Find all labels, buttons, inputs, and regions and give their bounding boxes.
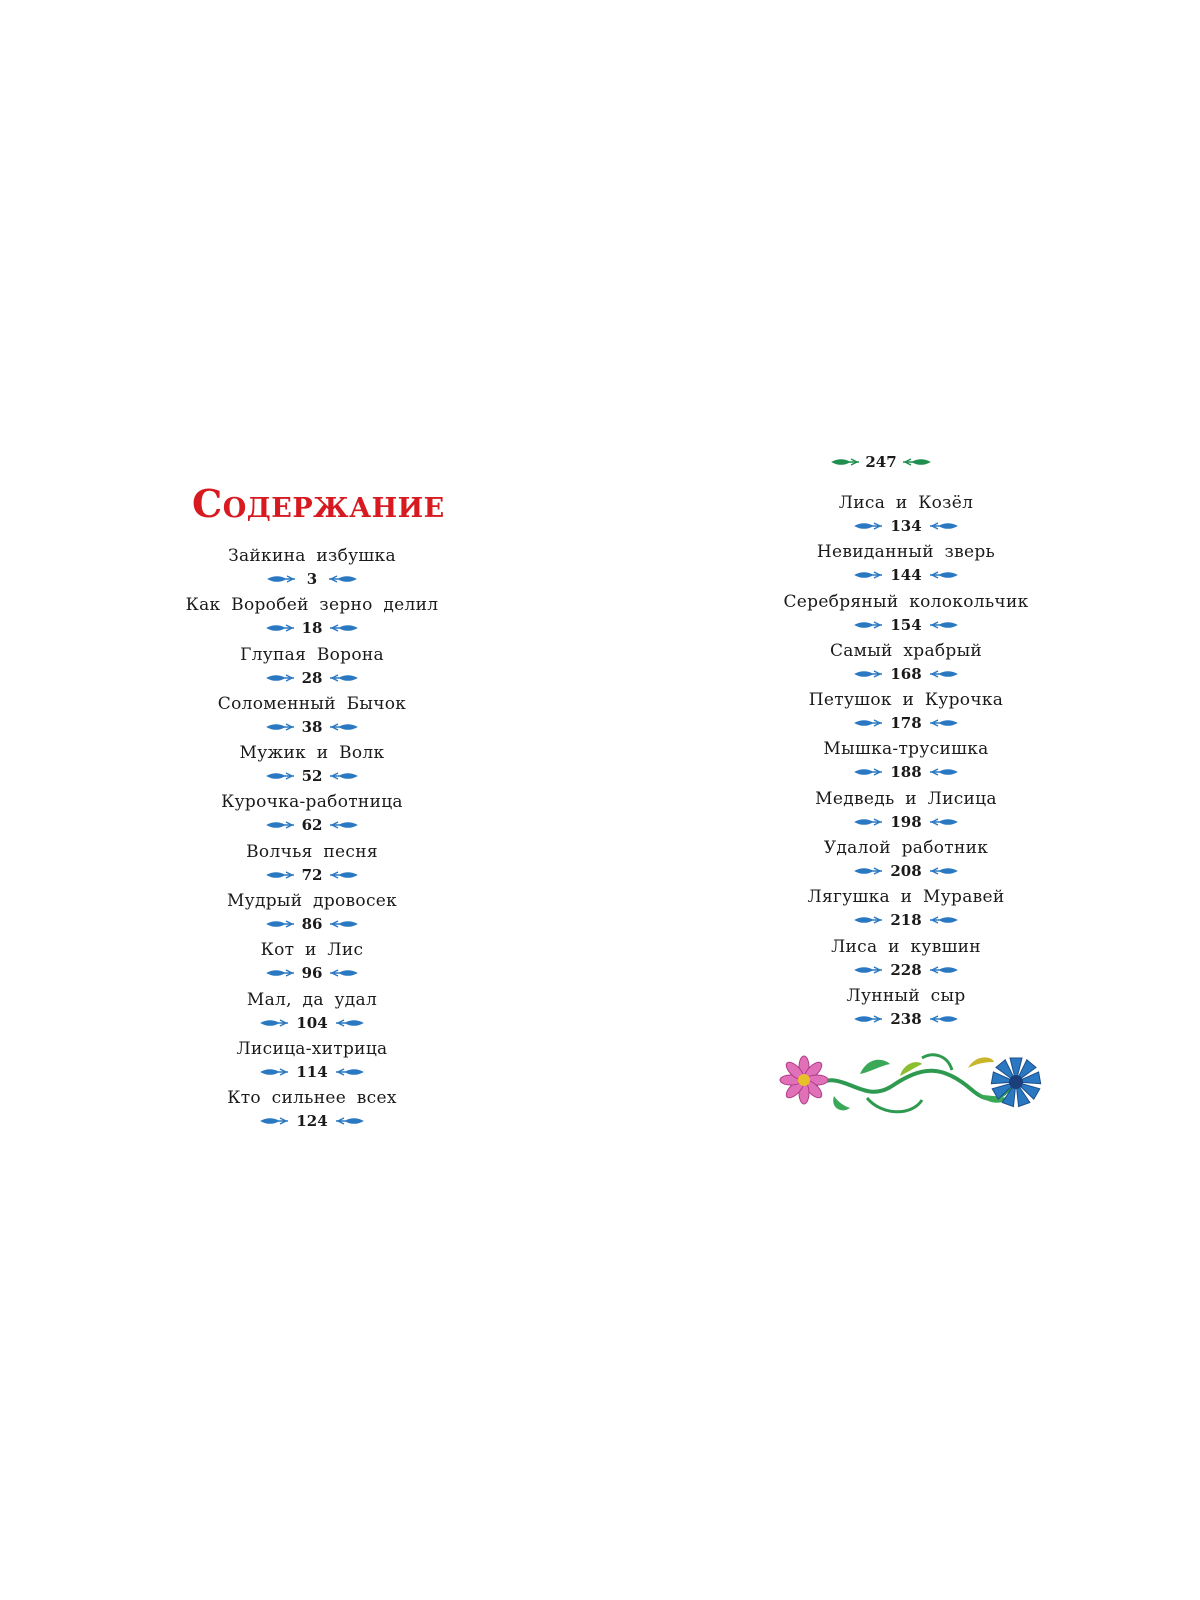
- left-ornament-icon: [854, 915, 884, 925]
- toc-entry-page-number: 38: [301, 717, 323, 736]
- toc-entry-title: Кто сильнее всех: [227, 1088, 397, 1109]
- toc-entry-page-number: 208: [890, 862, 922, 881]
- right-ornament-icon: [928, 620, 958, 630]
- toc-entry-title: Мужик и Волк: [239, 743, 385, 764]
- toc-left-column: [162, 545, 462, 1137]
- toc-entry-page-number: 228: [890, 960, 922, 979]
- right-ornament-icon: [928, 718, 958, 728]
- right-ornament-icon: [928, 669, 958, 679]
- left-ornament-icon: [267, 574, 297, 584]
- left-ornament-icon: [266, 722, 296, 732]
- left-ornament-icon: [854, 521, 884, 531]
- toc-entry-title: Мудрый дровосек: [226, 891, 398, 912]
- toc-entry: [756, 788, 1056, 837]
- right-ornament-icon: [928, 915, 958, 925]
- toc-entry-title: Как Воробей зерно делил: [185, 595, 439, 616]
- toc-entry-page-row: [162, 715, 462, 739]
- page-title: Содержание: [192, 481, 445, 526]
- toc-entry: [756, 541, 1056, 590]
- toc-entry-page-number: 114: [296, 1062, 328, 1081]
- toc-entry-page-row: [162, 567, 462, 591]
- toc-entry-page-number: 218: [890, 911, 922, 930]
- left-ornament-icon: [266, 623, 296, 633]
- left-ornament-icon: [260, 1116, 290, 1126]
- toc-entry: [162, 693, 462, 742]
- right-ornament-icon: [928, 767, 958, 777]
- folio-number: 247: [865, 453, 897, 471]
- left-ornament-icon: [266, 820, 296, 830]
- toc-entry-title: Невиданный зверь: [816, 542, 996, 563]
- toc-entry: [756, 886, 1056, 935]
- toc-entry-page-row: [756, 711, 1056, 735]
- toc-entry: [162, 841, 462, 890]
- toc-entry-page-number: 124: [296, 1112, 328, 1131]
- toc-entry-page-row: [756, 563, 1056, 587]
- toc-entry: [756, 985, 1056, 1034]
- toc-entry-title: Удалой работник: [823, 838, 989, 859]
- left-ornament-icon: [854, 866, 884, 876]
- toc-entry-title: Лунный сыр: [846, 985, 966, 1006]
- right-ornament-icon: [928, 1014, 958, 1024]
- toc-entry: [162, 1087, 462, 1136]
- right-ornament-icon: [334, 1067, 364, 1077]
- left-ornament-icon: [266, 771, 296, 781]
- right-ornament-icon: [328, 771, 358, 781]
- toc-entry-page-row: [756, 760, 1056, 784]
- toc-entry: [162, 742, 462, 791]
- toc-entry-page-number: 178: [890, 714, 922, 733]
- toc-entry: [756, 640, 1056, 689]
- left-ornament-icon: [854, 669, 884, 679]
- left-ornament-icon: [854, 767, 884, 777]
- toc-entry-page-row: [162, 616, 462, 640]
- toc-entry-title: Зайкина избушка: [228, 546, 396, 566]
- toc-entry-page-number: 198: [890, 812, 922, 831]
- toc-entry: [162, 939, 462, 988]
- right-ornament-icon: [328, 623, 358, 633]
- right-ornament-icon: [901, 457, 931, 467]
- left-ornament-icon: [266, 870, 296, 880]
- left-ornament-icon: [854, 965, 884, 975]
- left-ornament-icon: [266, 919, 296, 929]
- left-ornament-icon: [260, 1067, 290, 1077]
- left-ornament-icon: [854, 817, 884, 827]
- toc-entry: [162, 890, 462, 939]
- toc-entry-page-number: 62: [301, 816, 323, 835]
- left-ornament-icon: [854, 718, 884, 728]
- toc-entry-page-number: 96: [301, 964, 323, 983]
- left-ornament-icon: [854, 1014, 884, 1024]
- toc-right-column: [756, 492, 1056, 1034]
- toc-entry-page-row: [756, 514, 1056, 538]
- left-ornament-icon: [266, 968, 296, 978]
- toc-entry-page-row: [162, 863, 462, 887]
- toc-entry-title: Волчья песня: [246, 841, 378, 862]
- toc-entry-page-row: [162, 666, 462, 690]
- toc-entry-title: Лиса и Козёл: [838, 493, 974, 513]
- toc-entry: [162, 989, 462, 1038]
- right-ornament-icon: [928, 570, 958, 580]
- toc-entry-title: Серебряный колокольчик: [783, 591, 1029, 612]
- toc-entry-title: Глупая Ворона: [240, 644, 384, 665]
- left-ornament-icon: [260, 1018, 290, 1028]
- right-ornament-icon: [928, 965, 958, 975]
- toc-entry-page-row: [756, 1007, 1056, 1031]
- toc-entry-page-number: 168: [890, 664, 922, 683]
- toc-entry-page-row: [756, 662, 1056, 686]
- toc-entry-page-number: 154: [890, 615, 922, 634]
- toc-entry-title: Мал, да удал: [246, 989, 378, 1010]
- right-ornament-icon: [328, 870, 358, 880]
- toc-entry: [162, 594, 462, 643]
- right-ornament-icon: [328, 722, 358, 732]
- toc-entry-title: Самый храбрый: [829, 640, 983, 661]
- right-ornament-icon: [334, 1018, 364, 1028]
- toc-entry-page-number: 3: [306, 570, 318, 588]
- left-ornament-icon: [266, 673, 296, 683]
- toc-entry: [756, 738, 1056, 787]
- right-ornament-icon: [328, 968, 358, 978]
- toc-entry-page-row: [162, 912, 462, 936]
- left-ornament-icon: [854, 620, 884, 630]
- right-ornament-icon: [328, 919, 358, 929]
- toc-entry-page-row: [756, 810, 1056, 834]
- right-ornament-icon: [928, 866, 958, 876]
- toc-entry-page-row: [162, 813, 462, 837]
- toc-entry-title: Кот и Лис: [260, 940, 364, 961]
- left-ornament-icon: [831, 457, 861, 467]
- toc-entry: [756, 689, 1056, 738]
- toc-entry: [162, 644, 462, 693]
- right-ornament-icon: [928, 817, 958, 827]
- toc-entry: [756, 837, 1056, 886]
- toc-entry-title: Петушок и Курочка: [808, 690, 1004, 711]
- toc-entry-page-number: 28: [301, 668, 323, 687]
- toc-entry-page-number: 52: [301, 767, 323, 786]
- toc-entry-title: Соломенный Бычок: [217, 693, 407, 714]
- toc-entry-title: Лиса и кувшин: [831, 936, 981, 957]
- folio: [829, 452, 933, 472]
- toc-entry: [756, 591, 1056, 640]
- toc-entry-page-row: [162, 1060, 462, 1084]
- toc-entry: [756, 936, 1056, 985]
- floral-vine-flourish-icon: [772, 1046, 1044, 1118]
- toc-entry-title: Лисица-хитрица: [236, 1038, 388, 1059]
- toc-entry-title: Медведь и Лисица: [815, 788, 997, 809]
- right-ornament-icon: [327, 574, 357, 584]
- left-ornament-icon: [854, 570, 884, 580]
- toc-entry-title: Мышка-трусишка: [823, 739, 989, 760]
- right-ornament-icon: [334, 1116, 364, 1126]
- right-ornament-icon: [328, 673, 358, 683]
- toc-entry-page-number: 104: [296, 1013, 328, 1032]
- toc-entry-page-number: 134: [890, 517, 922, 535]
- toc-entry-page-row: [162, 1109, 462, 1133]
- toc-entry: [162, 545, 462, 594]
- toc-entry-title: Курочка-работница: [221, 792, 403, 813]
- right-ornament-icon: [328, 820, 358, 830]
- toc-entry-page-row: [162, 1011, 462, 1035]
- toc-entry-page-number: 72: [301, 865, 323, 884]
- toc-entry: [162, 1038, 462, 1087]
- toc-entry-page-row: [756, 908, 1056, 932]
- toc-entry: [756, 492, 1056, 541]
- toc-entry-page-number: 18: [301, 619, 323, 638]
- toc-entry-title: Лягушка и Муравей: [807, 887, 1005, 908]
- right-ornament-icon: [928, 521, 958, 531]
- toc-entry-page-number: 86: [301, 915, 323, 934]
- toc-entry-page-number: 238: [890, 1009, 922, 1028]
- toc-entry-page-number: 188: [890, 763, 922, 782]
- toc-entry-page-row: [162, 961, 462, 985]
- toc-entry-page-row: [756, 859, 1056, 883]
- toc-entry-page-number: 144: [890, 566, 922, 585]
- toc-entry-page-row: [756, 958, 1056, 982]
- toc-entry-page-row: [162, 764, 462, 788]
- toc-entry-page-row: [756, 613, 1056, 637]
- toc-entry: [162, 791, 462, 840]
